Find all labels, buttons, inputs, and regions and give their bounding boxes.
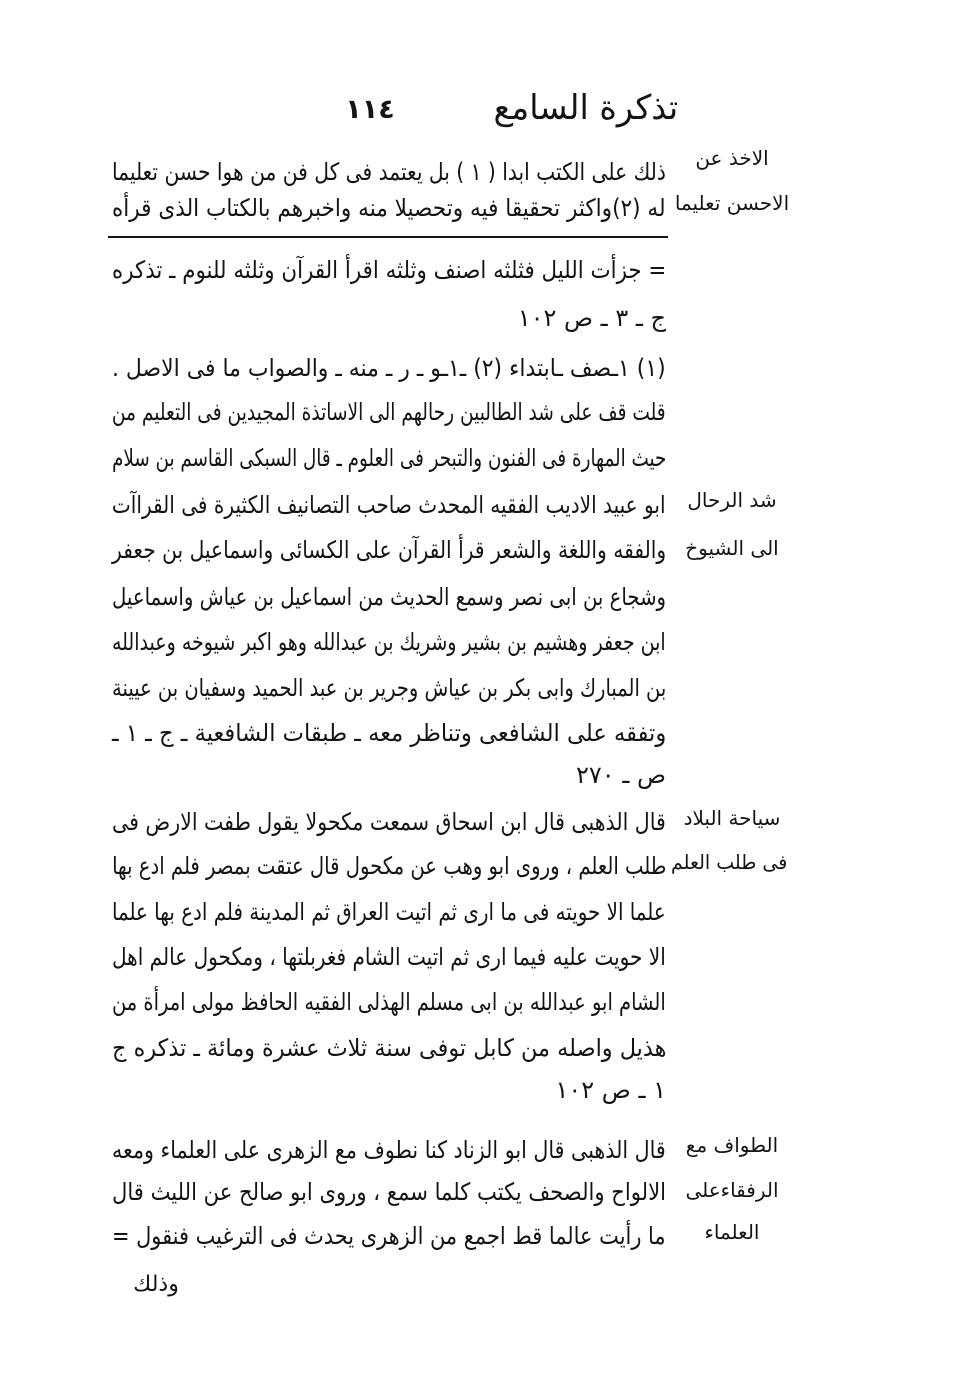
margin-note-text: الى الشيوخ: [685, 536, 779, 560]
line-text: علما الا حويته فى ما ارى ثم اتيت العراق ثم المدينة فلم ادع بها علما: [112, 898, 666, 926]
line-text: حيث المهارة فى الفنون والتبحر فى العلوم ـ قال السبكى القاسم بن سلام: [111, 444, 666, 472]
margin-note-line: [674, 1212, 790, 1252]
margin-note-text: العلماء: [704, 1220, 760, 1244]
text-line: [112, 530, 666, 570]
text-line: [112, 392, 666, 432]
margin-note-text: سياحة البلاد: [683, 806, 781, 830]
text-line: [112, 1130, 666, 1170]
margin-note-line: [670, 842, 790, 882]
text-line: [112, 152, 666, 192]
line-text: له (٢)واكثر تحقيقا فيه وتحصيلا منه واخبرهم بالكتاب الذى قرأه: [112, 194, 666, 222]
text-line: [112, 668, 666, 708]
text-line: [112, 577, 666, 617]
text-line: [112, 298, 666, 338]
running-title: [495, 82, 680, 134]
line-text: وشجاع بن ابى نصر وسمع الحديث من اسماعيل بن عياش واسماعيل: [111, 583, 666, 611]
margin-note-line: [674, 1170, 790, 1210]
text-line: [112, 622, 666, 662]
line-text: ١ ـ ص ١٠٢: [555, 1076, 666, 1104]
text-line: [112, 1216, 666, 1256]
margin-note-text: الاحسن تعليما: [674, 191, 790, 215]
text-line: [112, 250, 666, 290]
margin-note-line: [674, 183, 790, 223]
text-line: [112, 892, 666, 932]
line-text: ذلك على الكتب ابدا ( ١ ) بل يعتمد فى كل فن من هوا حسن تعليما: [112, 158, 666, 186]
text-line: [112, 1172, 666, 1212]
line-text: قال الذهبى قال ابو الزناد كنا نطوف مع الزهرى على العلماء ومعه: [112, 1136, 666, 1164]
text-line: [112, 1070, 666, 1110]
page-number: ١١٤: [345, 94, 395, 125]
margin-note-text: الطواف مع: [685, 1133, 779, 1157]
text-line: [112, 802, 666, 842]
line-text: قال الذهبى قال ابن اسحاق سمعت مكحولا يقول طفت الارض فى: [112, 808, 666, 836]
margin-note-text: الاخذ عن: [695, 146, 769, 170]
line-text: = جزأت الليل فثلثه اصنف وثلثه اقرأ القرآن وثلثه للنوم ـ تذكره: [111, 256, 666, 284]
catchword: وذلك: [133, 1272, 179, 1297]
margin-note-text: الرفقاءعلى: [685, 1178, 779, 1202]
line-text: (١) ١ـصف ـابتداء (٢) ـ١ـو ـ ر ـ منه ـ والصواب ما فى الاصل .: [112, 354, 666, 382]
margin-note-line: [674, 1125, 790, 1165]
line-text: ما رأيت عالما قط اجمع من الزهرى يحدث فى الترغيب فنقول =: [112, 1222, 666, 1250]
line-text: ص ـ ٢٧٠: [576, 761, 666, 789]
margin-note-text: فى طلب العلم: [670, 850, 787, 874]
line-text: طلب العلم ، وروى ابو وهب عن مكحول قال عتقت بمصر فلم ادع بها: [111, 852, 666, 880]
text-line: [112, 846, 666, 886]
text-line: [112, 755, 666, 795]
margin-note-line: [674, 480, 790, 520]
text-line: [112, 937, 666, 977]
line-text: الا حويت عليه فيما ارى ثم اتيت الشام فغربلتها ، ومكحول عالم اهل: [112, 943, 666, 971]
text-line: [112, 188, 666, 228]
text-line: [112, 348, 666, 388]
margin-note-line: [674, 138, 790, 178]
line-text: بن المبارك وابى بكر بن عياش وجرير بن عبد الحميد وسفيان بن عيينة: [111, 674, 666, 702]
line-text: ابن جعفر وهشيم بن بشير وشريك بن عبدالله وهو اكبر شيوخه وعبدالله: [112, 628, 666, 656]
line-text: قلت قف على شد الطالبين رحالهم الى الاساتذة المجيدين فى التعليم من: [112, 398, 666, 426]
line-text: وتفقه على الشافعى وتناظر معه ـ طبقات الشافعية ـ ج ـ ١ ـ: [111, 719, 666, 747]
line-text: هذيل واصله من كابل توفى سنة ثلاث عشرة ومائة ـ تذكره ج: [111, 1034, 666, 1062]
line-text: والفقه واللغة والشعر قرأ القرآن على الكسائى واسماعيل بن جعفر: [111, 536, 666, 564]
line-text: ابو عبيد الاديب الفقيه المحدث صاحب التصانيف الكثيرة فى القراآت: [112, 491, 666, 519]
text-line: [112, 1028, 666, 1068]
line-text: ج ـ ٣ ـ ص ١٠٢: [517, 304, 666, 332]
margin-note-line: [674, 528, 790, 568]
margin-note-text: شد الرحال: [687, 488, 777, 512]
horizontal-rule: [108, 236, 668, 238]
text-line: [112, 485, 666, 525]
text-line: [112, 438, 666, 478]
text-line: [112, 713, 666, 753]
text-line: [112, 982, 666, 1022]
margin-note-line: [674, 798, 790, 838]
line-text: الشام ابو عبدالله بن ابى مسلم الهذلى الفقيه الحافظ مولى امرأة من: [112, 988, 666, 1016]
running-title-text: تذكرة السامع: [493, 88, 679, 128]
line-text: الالواح والصحف يكتب كلما سمع ، وروى ابو صالح عن الليث قال: [111, 1178, 666, 1206]
